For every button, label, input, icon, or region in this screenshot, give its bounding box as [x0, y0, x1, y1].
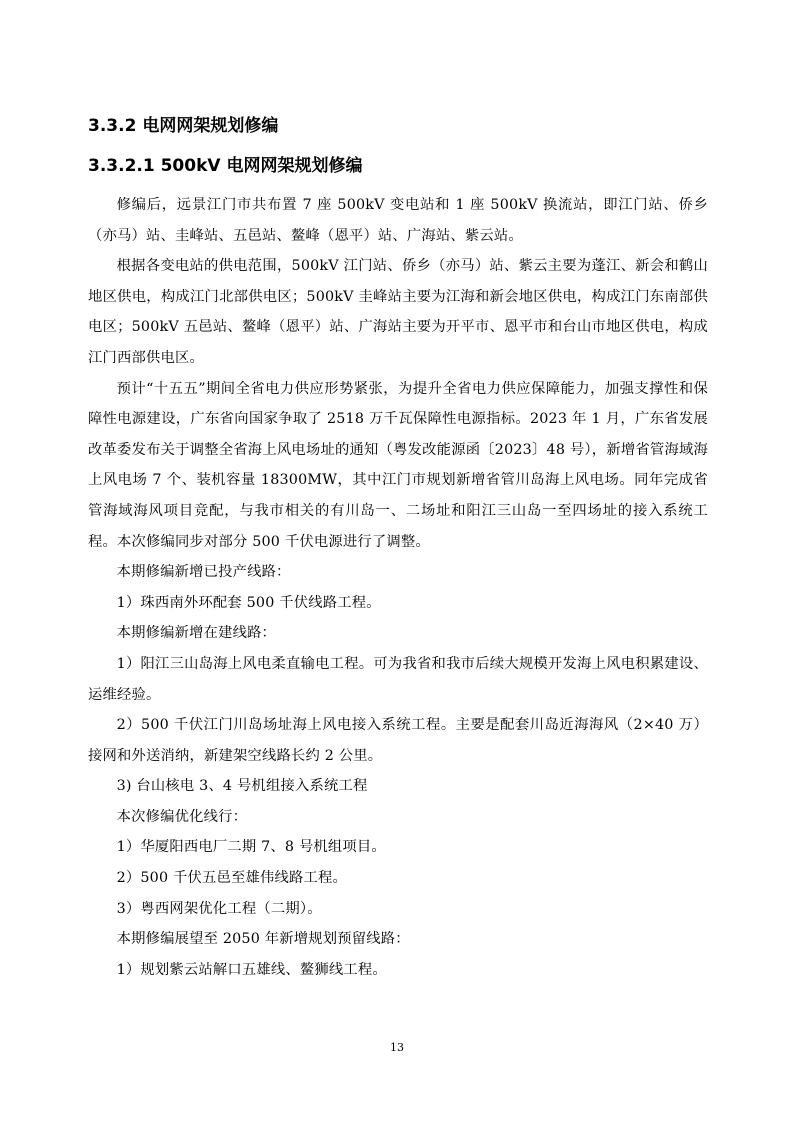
page-number: 13 [390, 1041, 404, 1054]
body-text [88, 190, 708, 985]
paragraph: 本次修编优化线行： [116, 808, 248, 825]
paragraph: 预计“十五五”期间全省电力供应形势紧张，为提升全省电力供应保障能力，加强支撑性和保障性电源建设，广东省向国家争取了 2518 万千瓦保障性电源指标。2023 年 1 月，广东省发展改革委发布关于调整全省海上风电场址的通知（粤发改能源函〔2023〕48 号），新增省管海域海上风电场 7 个、装机容量 18300MW，其中江门市规划新增省管川岛海上风电场。同年完成省管海域海风项目竞配，与我市相关的有川岛一、二场址和阳江三山岛一至四场址的接入系统工程。本次修编同步对部分 500 千伏电源进行了调整。 [88, 380, 708, 550]
list-item: 3）粤西网架优化工程（二期）。 [116, 900, 322, 917]
list-item: 1）阳江三山岛海上风电柔直输电工程。可为我省和我市后续大规模开发海上风电积累建设、运维经验。 [88, 655, 708, 703]
paragraph: 修编后，远景江门市共布置 7 座 500kV 变电站和 1 座 500kV 换流站，即江门站、侨乡（亦马）站、圭峰站、五邑站、鳌峰（恩平）站、广海站、紫云站。 [88, 197, 708, 244]
section-heading: 3.3.2 电网网架规划修编 [88, 116, 279, 136]
list-item: 3) 台山核电 3、4 号机组接入系统工程 [116, 778, 368, 795]
list-item: 1）规划紫云站解口五雄线、鳌狮线工程。 [116, 961, 387, 978]
list-item: 1）珠西南外环配套 500 千伏线路工程。 [116, 594, 381, 611]
paragraph: 本期修编展望至 2050 年新增规划预留线路： [116, 931, 410, 948]
list-item: 2）500 千伏五邑至雄伟线路工程。 [116, 870, 347, 887]
paragraph: 本期修编新增已投产线路： [116, 564, 291, 581]
list-item: 1）华厦阳西电厂二期 7、8 号机组项目。 [116, 839, 386, 856]
paragraph: 根据各变电站的供电范围，500kV 江门站、侨乡（亦马）站、紫云主要为蓬江、新会和鹤山地区供电，构成江门北部供电区；500kV 圭峰站主要为江海和新会地区供电，构成江门东南部供电区；500kV 五邑站、鳌峰（恩平）站、广海站主要为开平市、恩平市和台山市地区供电，构成江门西部供电区。 [88, 258, 708, 366]
list-item: 2）500 千伏江门川岛场址海上风电接入系统工程。主要是配套川岛近海海风（2×40 万）接网和外送消纳，新建架空线路长约 2 公里。 [88, 717, 708, 764]
subsection-heading: 3.3.2.1 500kV 电网网架规划修编 [88, 156, 363, 176]
paragraph: 本期修编新增在建线路： [116, 625, 277, 642]
